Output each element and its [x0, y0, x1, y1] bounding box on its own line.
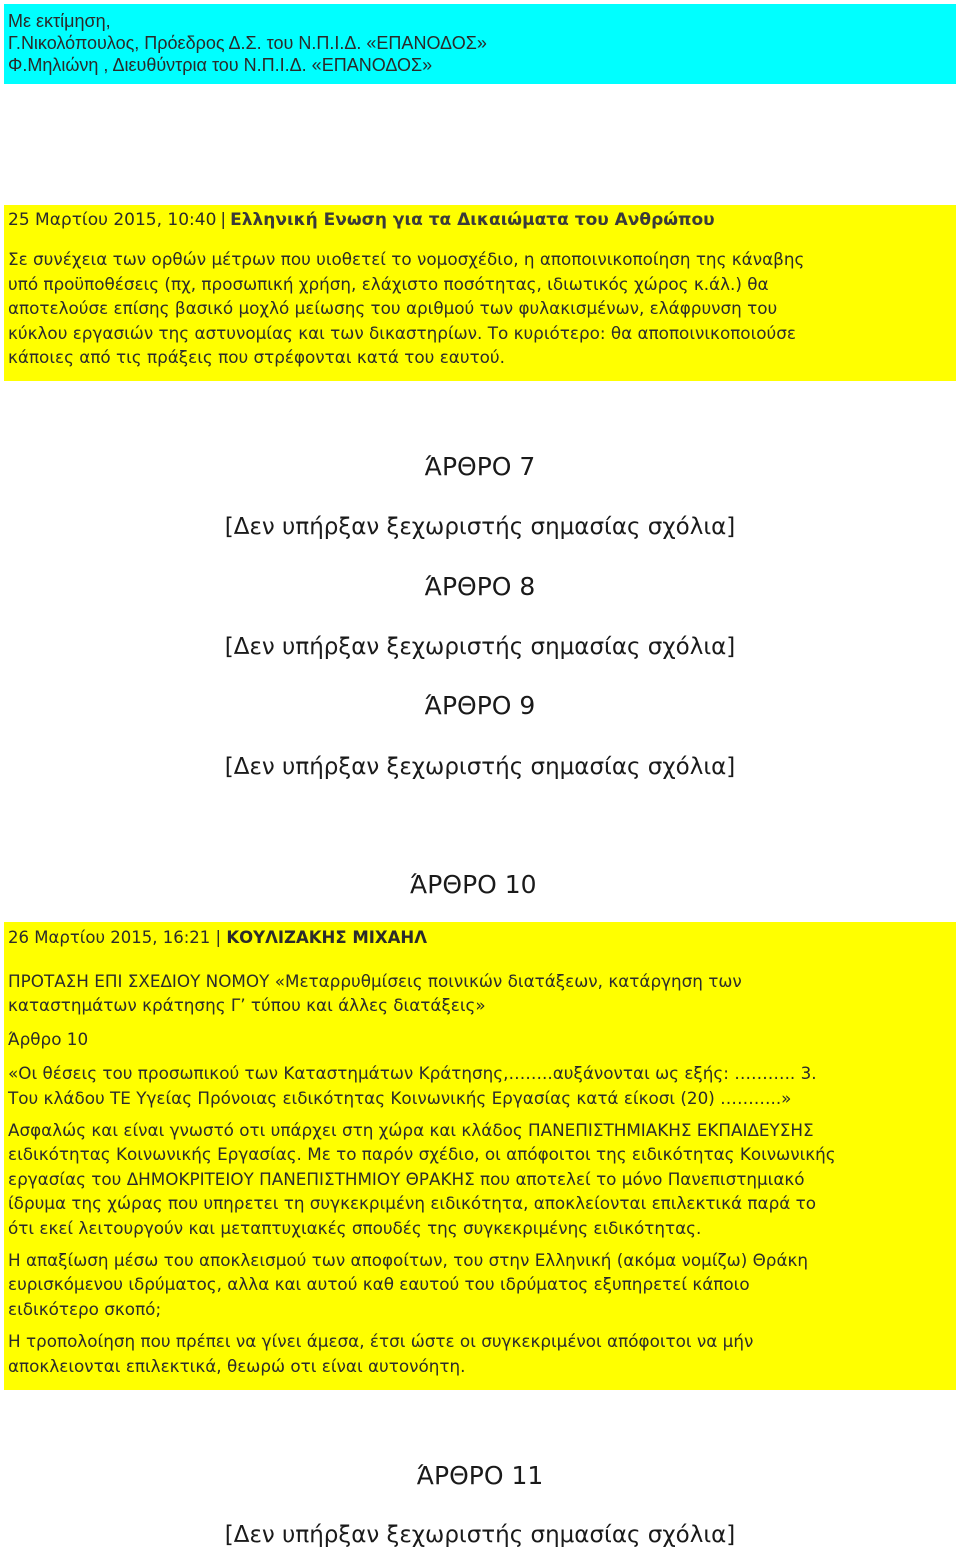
comment-line: Του κλάδου ΤΕ Υγείας Πρόνοιας ειδικότητας Κοινωνικής Εργασίας κατά είκοσι (20) ………..» — [8, 1087, 792, 1108]
signature-greeting: Με εκτίμηση, — [8, 11, 111, 31]
article-9-no-comments: [Δεν υπήρξαν ξεχωριστής σημασίας σχόλια] — [224, 754, 736, 780]
quoted-provision — [8, 1061, 952, 1110]
comment-line: ίδρυμα της χώρας που υπηρετει τη συγκεκριμένη ειδικότητα, αποκλείονται επιλεκτικά παρά το — [8, 1193, 816, 1214]
comment-line: αποκλειονται επιλεκτικά, θεωρώ οτι είναι αυτονόητη. — [8, 1355, 466, 1376]
comment-paragraph — [8, 1118, 952, 1240]
comment-line: υπό προϋποθέσεις (πχ, προσωπική χρήση, ελάχιστο ποσότητας, ιδιωτικός χώρος κ.άλ.) θα — [8, 273, 769, 294]
comment-author: Ελληνική Ενωση για τα Δικαιώματα του Ανθρώπου — [230, 210, 715, 230]
comment-paragraph — [8, 1248, 952, 1321]
proposal-title — [8, 969, 952, 1018]
comment-line: Άρθρο 10 — [8, 1028, 89, 1049]
comment-line: καταστημάτων κράτησης Γ’ τύπου και άλλες διατάξεις» — [8, 995, 486, 1016]
article-7-heading: ΆΡΘΡΟ 7 — [424, 452, 536, 481]
article-7-no-comments: [Δεν υπήρξαν ξεχωριστής σημασίας σχόλια] — [224, 514, 736, 540]
comment-line: Η απαξίωση μέσω του αποκλεισμού των αποφοίτων, του στην Ελληνική (ακόμα νομίζω) Θράκη — [8, 1250, 809, 1271]
article-9-heading: ΆΡΘΡΟ 9 — [424, 691, 536, 720]
comment-header — [8, 209, 952, 231]
comment-body — [8, 247, 952, 370]
comment-line: «Οι θέσεις του προσωπικού των Καταστημάτων Κράτησης,……..αυξάνονται ως εξής: ……….. 3. — [8, 1063, 817, 1084]
signature-block — [4, 4, 956, 84]
comment-separator: | — [220, 210, 227, 230]
comment-line: κάποιες από τις πράξεις που στρέφονται κατά του εαυτού. — [8, 347, 505, 368]
comment-separator: | — [215, 928, 222, 947]
article-10-heading: ΆΡΘΡΟ 10 — [410, 870, 537, 899]
article-11-heading: ΆΡΘΡΟ 11 — [416, 1461, 544, 1490]
comment-line: ειδικότερο σκοπό; — [8, 1298, 162, 1319]
article-8-no-comments: [Δεν υπήρξαν ξεχωριστής σημασίας σχόλια] — [224, 634, 736, 660]
comment-line: αποτελούσε επίσης βασικό μοχλό μείωσης του αριθμού των φυλακισμένων, ελάφρυνση του — [8, 298, 778, 319]
article-8-heading: ΆΡΘΡΟ 8 — [424, 572, 536, 601]
comment-line: ευρισκόμενου ιδρύματος, αλλα και αυτού καθ εαυτού του ιδρύματος εξυπηρετεί κάποιο — [8, 1274, 750, 1295]
comment-date: 25 Μαρτίου 2015, 10:40 — [8, 210, 217, 230]
comment-header — [8, 927, 952, 949]
article-11-no-comments: [Δεν υπήρξαν ξεχωριστής σημασίας σχόλια] — [224, 1522, 736, 1548]
comment-line: ΠΡΟΤΑΣΗ ΕΠΙ ΣΧΕΔΙΟΥ ΝΟΜΟΥ «Μεταρρυθμίσεις ποινικών διατάξεων, κατάργηση των — [8, 971, 742, 991]
comment-line: Ασφαλώς και είναι γνωστό οτι υπάρχει στη χώρα και κλάδος ΠΑΝΕΠΙΣΤΗΜΙΑΚΗΣ ΕΚΠΑΙΔΕΥΣΗΣ — [8, 1120, 814, 1141]
signature-director: Φ.Μηλιώνη , Διευθύντρια του Ν.Π.Ι.Δ. «ΕΠΑΝΟΔΟΣ» — [8, 55, 433, 75]
comment-line: Σε συνέχεια των ορθών μέτρων που υιοθετεί το νομοσχέδιο, η αποποινικοποίηση της κάναβης — [8, 249, 805, 269]
comment-line: κύκλου εργασιών της αστυνομίας και των δικαστηρίων. Το κυριότερο: θα αποποινικοποιούσε — [8, 322, 796, 343]
comment-line: ειδικότητας Κοινωνικής Εργασίας. Με το παρόν σχέδιο, οι απόφοιτοι της ειδικότητας Κοινωνικής — [8, 1144, 836, 1165]
comment-line: Η τροπολοίηση που πρέπει να γίνει άμεσα, έτσι ώστε οι συγκεκριμένοι απόφοιτοι να μήν — [8, 1331, 754, 1352]
comment-line: ότι εκεί λειτουργούν και μεταπτυχιακές σπουδές της συγκεκριμένης ειδικότητας. — [8, 1217, 702, 1238]
signature-president: Γ.Νικολόπουλος, Πρόεδρος Δ.Σ. του Ν.Π.Ι.Δ. «ΕΠΑΝΟΔΟΣ» — [8, 33, 487, 53]
comment-block-1 — [4, 205, 956, 381]
comment-block-2 — [4, 922, 956, 1390]
comment-paragraph — [8, 1329, 952, 1378]
comment-date: 26 Μαρτίου 2015, 16:21 — [8, 928, 211, 947]
article-reference — [8, 1027, 952, 1051]
comment-line: εργασίας του ΔΗΜΟΚΡΙΤΕΙΟΥ ΠΑΝΕΠΙΣΤΗΜΙΟΥ ΘΡΑΚΗΣ που αποτελεί το μόνο Πανεπιστημιακό — [8, 1168, 805, 1189]
comment-author: ΚΟΥΛΙΖΑΚΗΣ ΜΙΧΑΗΛ — [226, 928, 427, 947]
